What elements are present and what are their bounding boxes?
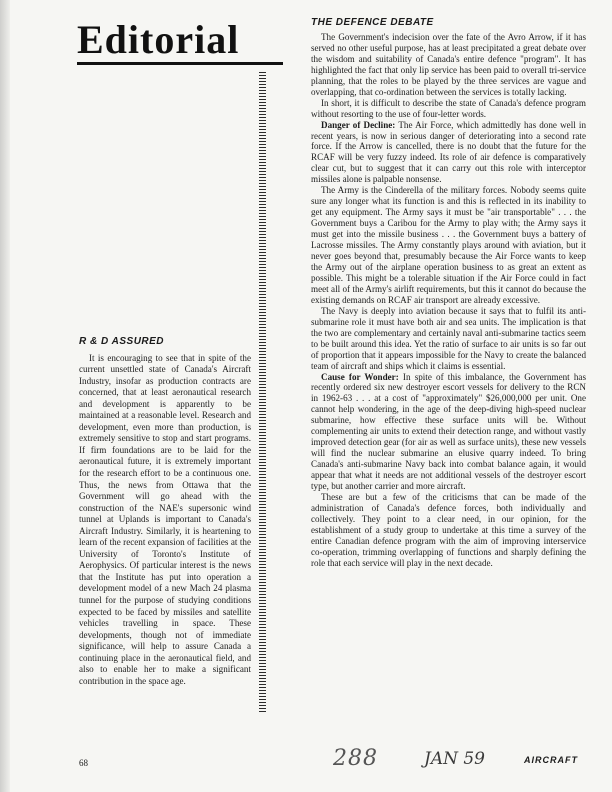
paragraph-5: The Navy is deeply into aviation because it says that to fulfil its anti-submarine role it must have both air and sea units. The implication is that the two are complementary and certainly naval anti-submarine tactics seem to be built around this idea. Yet the ratio of surface to air units is so far out of proportion that it appears impossible for the Navy to create the balanced team of aircraft and ships which it claims is essential. bbox=[311, 305, 586, 371]
right-article-heading: THE DEFENCE DEBATE bbox=[311, 17, 434, 28]
left-article bbox=[79, 336, 251, 687]
paragraph-7: These are but a few of the criticisms that can be made of the administration of Canada's defence forces, both individually and collectively. They point to a clear need, in our opinion, for the establishment of a study group to undertake at this time a survey of the entire Canadian defence program with the aim of improving interservice co-operation, trimming overlapping of functions and sharply defining the role that each service will play in the next decade. bbox=[311, 491, 586, 568]
paragraph-2: In short, it is difficult to describe the state of Canada's defence program without resorting to the use of four-letter words. bbox=[311, 97, 586, 119]
scan-edge bbox=[0, 0, 10, 792]
handwritten-date: JAN 59 bbox=[424, 749, 486, 769]
paragraph-1: The Government's indecision over the fate of the Avro Arrow, if it has served no other useful purpose, has at least precipitated a great debate over the wisdom and suitability of Canada's entire defence "program". It has highlighted the fact that only lip service has been paid to overall tri-service planning, that the roles to be played by the three services are vague and overlapping, that co-ordination between the services is totally lacking. bbox=[311, 31, 586, 97]
subhead-cause-for-wonder: Cause for Wonder: bbox=[321, 371, 399, 382]
right-article bbox=[311, 18, 586, 569]
left-article-heading: R & D ASSURED bbox=[79, 336, 165, 347]
masthead-title: Editorial bbox=[77, 18, 283, 65]
column-divider bbox=[259, 72, 266, 712]
magazine-name: AIRCRAFT bbox=[524, 755, 578, 765]
page-number: 68 bbox=[79, 758, 88, 768]
paragraph-6-text: In spite of this imbalance, the Government has recently ordered six new destroyer escort vessels for delivery to the RCN in 1962-63 . . . at a cost of "approximately" $26,000,000 per unit. One cannot help wondering, in the age of the deep-diving high-speed nuclear submarine, how effective these surface units will be. Without complementing air units to extend their detection range, and without vastly improved detection gear (for air as well as surface units), these new vessels will find the nuclear submarine an elusive quarry indeed. To bring Canada's anti-submarine Navy back into combat balance again, it would appear that what it needs are not additional vessels of the destroyer escort type, but another carrier and more aircraft. bbox=[311, 371, 586, 492]
paragraph-3-text: The Air Force, which admittedly has done well in recent years, is now in serious danger of deteriorating into a second rate force. If the Arrow is cancelled, there is no doubt that the future for the RCAF will be very fuzzy indeed. Its role of air defence is comparatively clear cut, but to suggest that it can carry out this role with interceptor missiles alone is palpable nonsense. bbox=[311, 119, 586, 185]
left-article-paragraph: It is encouraging to see that in spite of the current unsettled state of Canada's Aircraft Industry, insofar as production contracts are concerned, that at least aeronautical research and development is apparently to be maintained at a reasonable level. Research and development, even more than production, is extremely sensitive to stop and start programs. If firm foundations are to be laid for the aeronautical future, it is extremely important for the research effort to be a continuous one. Thus, the news from Ottawa that the Government will go ahead with the construction of the NAE's supersonic wind tunnel at Uplands is important to Canada's Aircraft Industry. Similarly, it is heartening to learn of the recent expansion of facilities at the University of Toronto's Institute of Aerophysics. Of particular interest is the news that the Institute has put into operation a development model of a new Mach 24 plasma tunnel for the purpose of studying conditions expected to be faced by missiles and satellite vehicles travelling in space. These developments, though not of immediate significance, will help to assure Canada a continuing place in the aeronautical field, and also to enable her to make a significant contribution in the space age. bbox=[79, 352, 251, 686]
paragraph-3 bbox=[311, 120, 586, 186]
paragraph-4: The Army is the Cinderella of the military forces. Nobody seems quite sure any longer what its function is and this is reflected in its inability to get any equipment. The Army says it must be "air transportable" . . . the Government buys a Caribou for the Army to play with; the Army says it must get into the missile business . . . the Government buys a battery of Lacrosse missiles. The Army constantly plays around with aviation, but it never goes beyond that, presumably because the Air Force wants to keep the Army out of the airplane operation business to as great an extent as possible. This might be a tolerable situation if the Air Force could in fact meet all of the Army's airlift requirements, but this it cannot do because the existing demands on RCAF air transport are already excessive. bbox=[311, 185, 586, 305]
subhead-danger-of-decline: Danger of Decline: bbox=[321, 119, 396, 130]
paragraph-6 bbox=[311, 372, 586, 492]
handwritten-number: 288 bbox=[333, 746, 378, 771]
